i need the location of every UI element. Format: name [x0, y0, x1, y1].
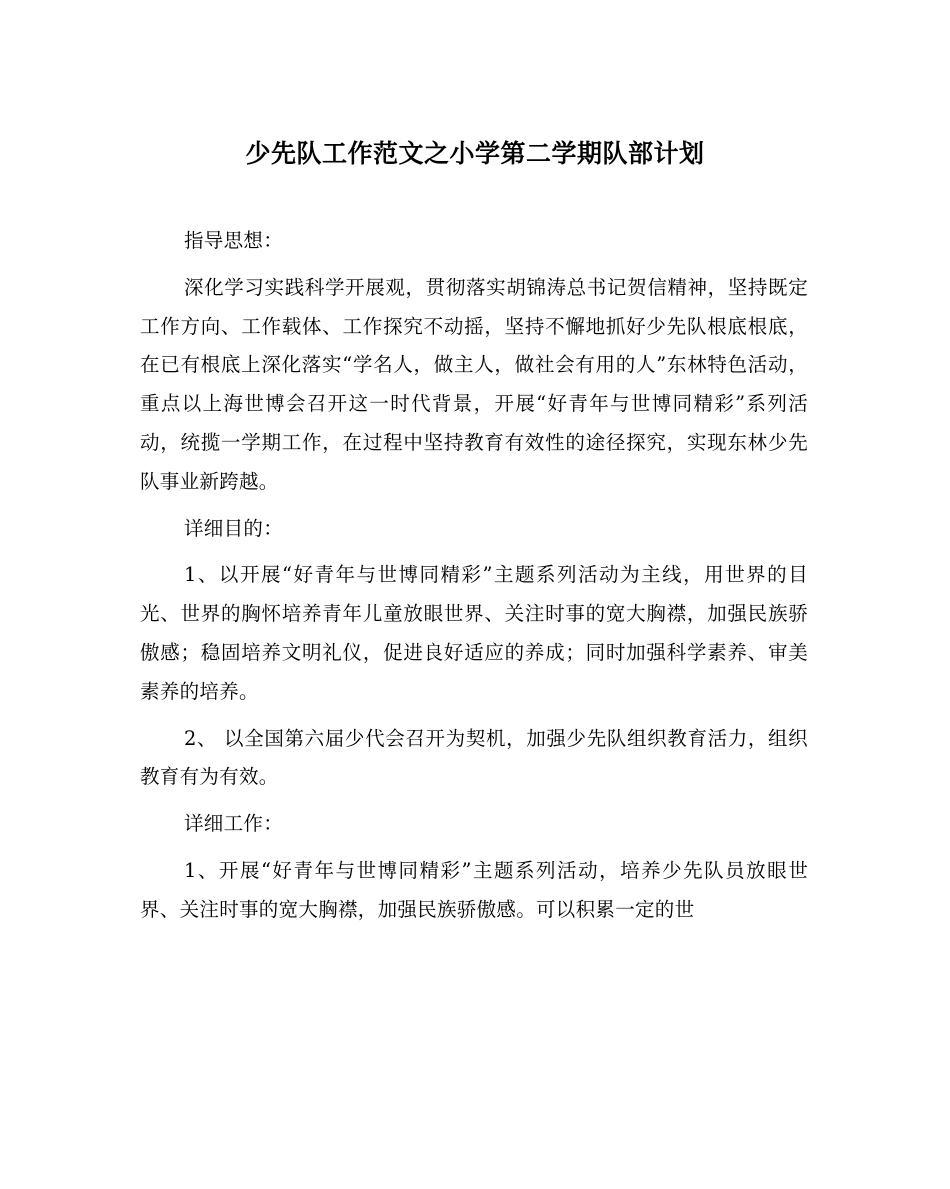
document-body	[140, 222, 808, 930]
heading-specific-goals: 详细目的：	[184, 516, 284, 540]
paragraph-guiding-thought: 深化学习实践科学开展观，贯彻落实胡锦涛总书记贺信精神，坚持既定工作方向、工作载体、工作探究不动摇，坚持不懈地抓好少先队根底根底，在已有根底上深化落实“学名人，做主人，做社会有用的人”东林特色活动，重点以上海世博会召开这一时代背景，开展“好青年与世博同精彩”系列活动，统揽一学期工作，在过程中坚持教育有效性的途径探究，实现东林少先队事业新跨越。	[140, 275, 808, 493]
paragraph-work-1: 1、开展“好青年与世博同精彩”主题系列活动，培养少先队员放眼世界、关注时事的宽大胸襟，加强民族骄傲感。可以积累一定的世	[140, 858, 808, 921]
heading-specific-work: 详细工作：	[184, 812, 284, 836]
paragraph-goal-1: 1、以开展“好青年与世博同精彩”主题系列活动为主线，用世界的目光、世界的胸怀培养青年儿童放眼世界、关注时事的宽大胸襟，加强民族骄傲感；稳固培养文明礼仪，促进良好适应的养成；同时加强科学素养、审美素养的培养。	[140, 563, 808, 703]
paragraph-goal-2: 2、 以全国第六届少代会召开为契机，加强少先队组织教育活力，组织教育有为有效。	[140, 726, 808, 789]
document-title: 少先队工作范文之小学第二学期队部计划	[245, 139, 705, 168]
heading-guiding-thought: 指导思想：	[184, 229, 284, 252]
